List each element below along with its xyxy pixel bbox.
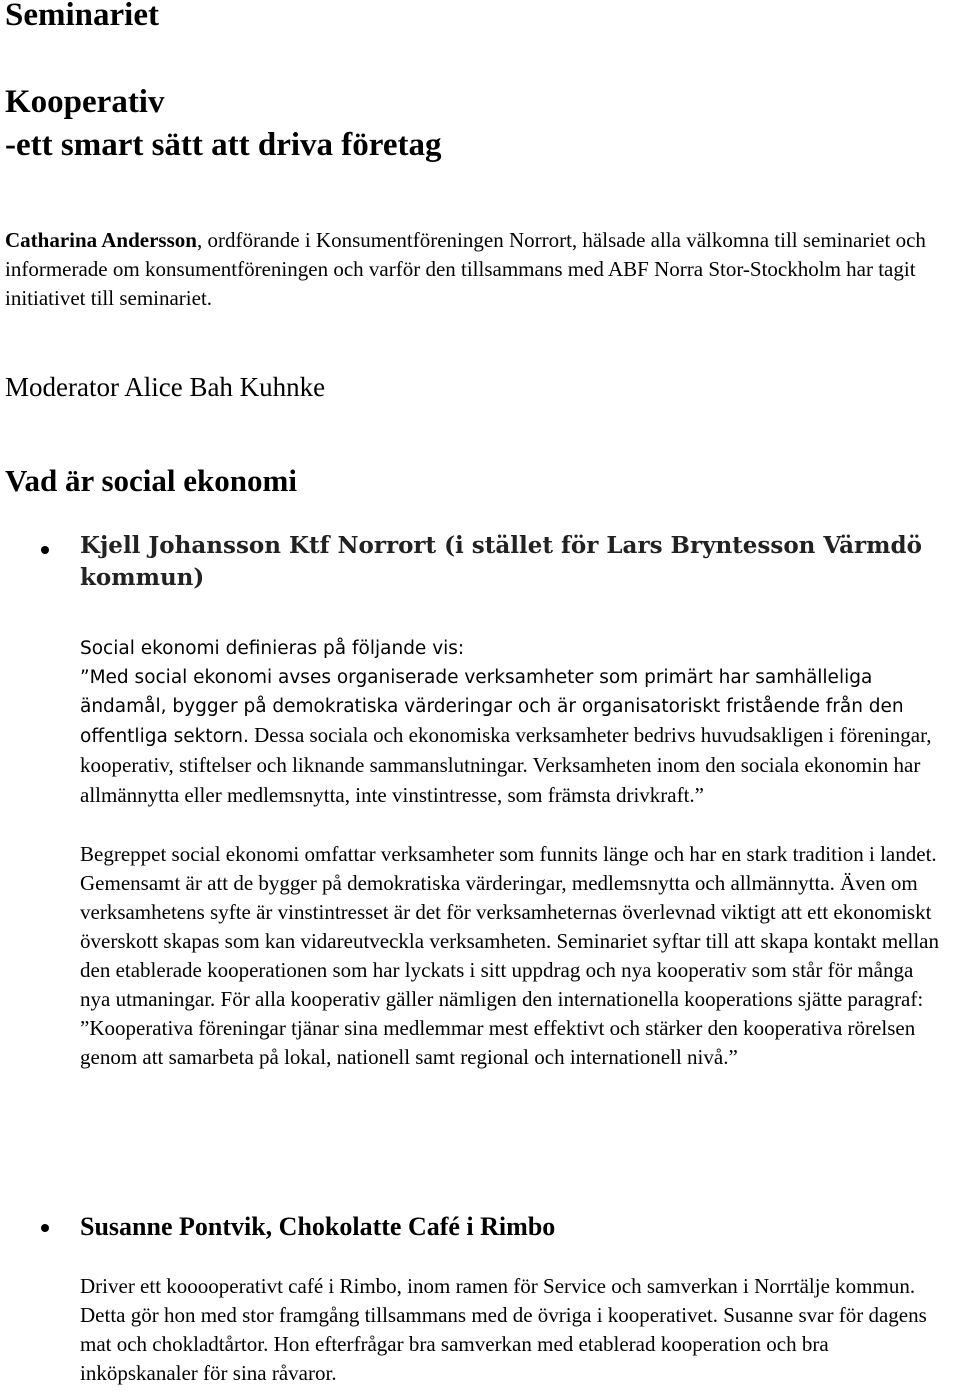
speaker-heading: Kjell Johansson Ktf Norrort (i stället för Lars Bryntesson Värmdö kommun) (80, 532, 922, 591)
intro-paragraph (5, 226, 960, 313)
speaker-heading: Susanne Pontvik, Chokolatte Café i Rimbo (80, 1212, 556, 1241)
speaker-content (80, 1210, 940, 1388)
page-title: Seminariet (5, 0, 159, 33)
definition-quote (80, 663, 940, 811)
section-heading: Vad är social ekonomi (5, 463, 297, 498)
cooperative-principle-quote: ”Kooperativa föreningar tjänar sina medlemmar mest effektivt och stärker den kooperativa rörelsen genom att samarbeta på lokal, nationell samt regional och internationell nivå.” (80, 1016, 916, 1069)
bullet-icon (41, 1224, 49, 1232)
social-economy-paragraph: Begreppet social ekonomi omfattar verksamheter som funnits länge och har en stark tradition i landet. Gemensamt är att de bygger på demokratiska värderingar, medlemsnytta och allmännytta. Även om verksamhetens syfte är vinstintresset är det för verksamheternas överlevnad viktigt att ett ekonomiskt överskott skapas som kan vidareutveckla verksamheten. Seminariet syftar till att skapa kontakt mellan den etablerade kooperationen som har lyckats i sitt uppdrag och nya kooperativ som står för många nya utmaningar. För alla kooperativ gäller nämligen den internationella kooperations sjätte paragraf: (80, 842, 940, 1011)
speaker-content (80, 530, 940, 1072)
moderator-line: Moderator Alice Bah Kuhnke (5, 372, 326, 402)
definition-quote-part2: Dessa sociala och ekonomiska verksamheter bedrivs huvudsakligen i föreningar, kooperativ, stiftelser och liknande sammanslutningar. Verksamheten inom den sociala ekonomin har allmännytta eller medlemsnytta, inte vinstintresse, som främsta drivkraft.” (80, 723, 932, 807)
bullet-icon (41, 546, 49, 554)
definition-quote-part1: ”Med social ekonomi avses organiserade verksamheter som primärt har samhälleliga ändamål, bygger på demokratiska värderingar och är organisatoriskt fristående från den offentliga sektorn. (80, 667, 904, 747)
subtitle-line-1: Kooperativ (5, 84, 165, 120)
subtitle-line-2: -ett smart sätt att driva företag (5, 127, 442, 163)
definition-intro: Social ekonomi definieras på följande vis: (80, 638, 465, 659)
speaker-paragraph: Driver ett kooooperativt café i Rimbo, inom ramen för Service och samverkan i Norrtälje kommun. Detta gör hon med stor framgång tillsammans med de övriga i kooperativet. Susanne svar för dagens mat och chokladtårtor. Hon efterfrågar bra samverkan med etablerad kooperation och bra inköpskanaler för sina råvaror. (80, 1274, 927, 1385)
intro-speaker-name: Catharina Andersson (5, 228, 197, 252)
document-subtitle (5, 81, 905, 167)
intro-text: , ordförande i Konsumentföreningen Norrort, hälsade alla välkomna till seminariet och informerade om konsumentföreningen och varför den tillsammans med ABF Norra Stor-Stockholm har tagit initiativet till seminariet. (5, 228, 926, 310)
